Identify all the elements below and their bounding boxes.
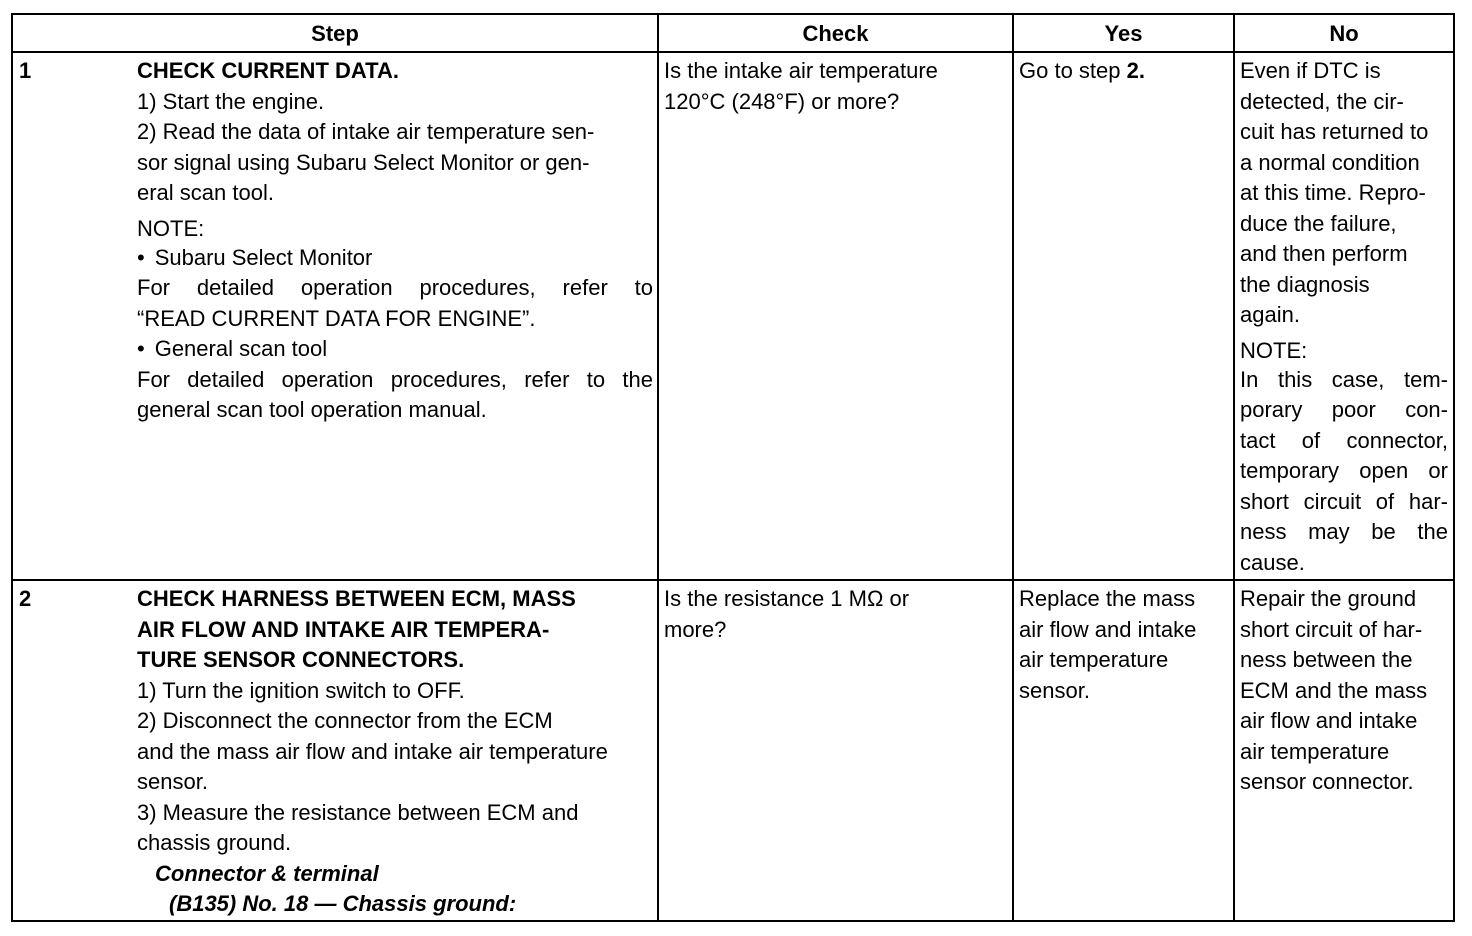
note-text: ness may be the <box>1240 519 1448 544</box>
note-text: general scan tool operation manual. <box>137 397 487 422</box>
check-text: 120°C (248°F) or more? <box>664 88 900 114</box>
step-number: 2 <box>19 586 32 611</box>
step-reference: 2. <box>1126 58 1145 83</box>
no-text: ness between the <box>1240 647 1413 672</box>
no-text: duce the failure, <box>1240 210 1397 236</box>
bullet-item: • General scan tool <box>137 334 653 365</box>
step-number: 1 <box>19 58 32 83</box>
note-text: For detailed operation procedures, refer to <box>137 275 653 300</box>
no-text: cuit has returned to <box>1240 119 1429 144</box>
no-text: at this time. Repro- <box>1240 180 1426 205</box>
table-row <box>12 580 1454 921</box>
note-text: porary poor con- <box>1240 397 1448 422</box>
no-text: Even if DTC is <box>1240 58 1381 83</box>
yes-text: Replace the mass <box>1019 586 1196 611</box>
header-check: Check <box>658 14 1013 52</box>
step-body <box>137 53 653 426</box>
step-title: TURE SENSOR CONNECTORS. <box>137 647 465 672</box>
instruction: sor signal using Subaru Select Monitor or gen- <box>137 149 590 175</box>
instruction: 2) Read the data of intake air temperature sen- <box>137 119 595 144</box>
step-title: CHECK HARNESS BETWEEN ECM, MASS <box>137 586 576 611</box>
header-no: No <box>1234 14 1454 52</box>
no-text: Repair the ground <box>1240 586 1417 611</box>
yes-label: Go to step <box>1019 58 1127 83</box>
check-cell <box>658 52 1013 580</box>
note-label: NOTE: <box>1240 337 1308 363</box>
instruction: chassis ground. <box>137 830 292 855</box>
check-cell <box>658 580 1013 921</box>
no-text: and then perform <box>1240 241 1408 266</box>
no-text: detected, the cir- <box>1240 88 1404 114</box>
header-step: Step <box>12 14 658 52</box>
note-text: tact of connector, <box>1240 427 1448 453</box>
no-cell <box>1234 580 1454 921</box>
no-text: again. <box>1240 302 1300 327</box>
no-text: a normal condition <box>1240 149 1420 175</box>
no-text: ECM and the mass <box>1240 677 1428 703</box>
table-row <box>12 52 1454 580</box>
step-title: AIR FLOW AND INTAKE AIR TEMPERA- <box>137 616 550 642</box>
yes-cell <box>1013 52 1234 580</box>
no-text: the diagnosis <box>1240 271 1370 297</box>
note-text: cause. <box>1240 549 1305 575</box>
step-body <box>137 581 653 920</box>
yes-text <box>1019 56 1228 87</box>
check-text: Is the intake air temperature <box>664 58 938 83</box>
note-text: short circuit of har- <box>1240 488 1448 514</box>
check-text: Is the resistance 1 MΩ or <box>664 586 910 611</box>
yes-text: air flow and intake <box>1019 616 1197 642</box>
yes-text: air temperature <box>1019 647 1169 672</box>
instruction: eral scan tool. <box>137 180 274 205</box>
step-title: CHECK CURRENT DATA. <box>137 58 399 83</box>
note-label: NOTE: <box>137 215 205 241</box>
note-text: In this case, tem- <box>1240 366 1448 392</box>
header-yes: Yes <box>1013 14 1234 52</box>
instruction: 1) Turn the ignition switch to OFF. <box>137 677 465 703</box>
instruction: sensor. <box>137 769 208 794</box>
step-cell <box>12 580 658 921</box>
header-row <box>12 14 1454 52</box>
note-text: “READ CURRENT DATA FOR ENGINE”. <box>137 305 536 331</box>
spec-label: Connector & terminal <box>155 860 379 886</box>
instruction: 2) Disconnect the connector from the ECM <box>137 708 553 733</box>
no-text: sensor connector. <box>1240 769 1414 794</box>
note-text: temporary open or <box>1240 458 1448 483</box>
bullet-item: • Subaru Select Monitor <box>137 243 653 274</box>
instruction: 3) Measure the resistance between ECM and <box>137 799 579 825</box>
no-cell <box>1234 52 1454 580</box>
no-text: air temperature <box>1240 738 1390 764</box>
yes-cell <box>1013 580 1234 921</box>
spec-value: (B135) No. 18 — Chassis ground: <box>169 891 517 916</box>
no-text: short circuit of har- <box>1240 616 1423 642</box>
instruction: 1) Start the engine. <box>137 88 325 114</box>
step-cell <box>12 52 658 580</box>
yes-text: sensor. <box>1019 677 1090 703</box>
instruction: and the mass air flow and intake air temperature <box>137 738 608 764</box>
no-text: air flow and intake <box>1240 708 1418 733</box>
diagnostic-table <box>11 13 1455 922</box>
check-text: more? <box>664 616 727 642</box>
note-text: For detailed operation procedures, refer to the <box>137 366 653 392</box>
